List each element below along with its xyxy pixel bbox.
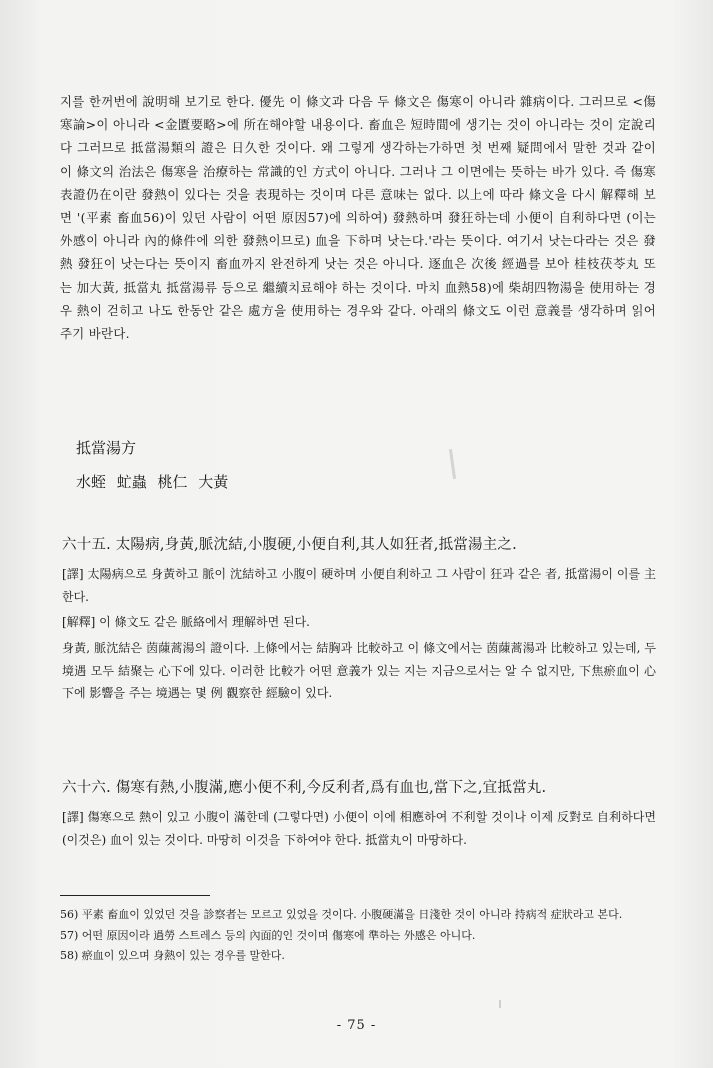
scan-smudge — [499, 1000, 501, 1008]
footnote-57: 57) 어떤 原因이라 過勞 스트레스 등의 內面的인 것이며 傷寒에 準하는 外感은 아니다. — [60, 928, 476, 942]
classical-entry-65: 六十五. 太陽病,身黃,脈沈結,小腹硬,小便自利,其人如狂者,抵當湯主之. — [62, 537, 517, 553]
translation-66: [譯] 傷寒으로 熱이 있고 小腹이 滿한데 (그렇다면) 小便이 이에 相應하여 不利할 것이나 이제 反對로 自利하다면 (이것은) 血이 있는 것이다. 마땅히 이것을 下하여야 한다. 抵當丸이 마땅하다. — [62, 810, 656, 847]
footnote-56: 56) 平素 畜血이 있었던 것을 診察者는 모르고 있었을 것이다. 小腹硬滿을 日淺한 것이 아니라 持病적 症狀라고 본다. — [60, 908, 623, 921]
footnote-divider — [60, 895, 210, 896]
translation-65: [譯] 太陽病으로 身黃하고 脈이 沈結하고 小腹이 硬하며 小便自利하고 그 사람이 狂과 같은 者, 抵當湯이 이를 主한다. — [62, 567, 656, 604]
formula-herbs: 水蛭 虻蟲 桃仁 大黃 — [76, 473, 229, 491]
scan-smudge — [449, 449, 456, 479]
main-paragraph: 지를 한꺼번에 說明해 보기로 한다. 優先 이 條文과 다음 두 條文은 傷寒이 아니라 雜病이다. 그러므로 <傷寒論>이 아니라 <金匱要略>에 所在해야할 내용이다. 畜血은 短時間에 생기는 것이 아니라는 것이 定說리다 그러므로 抵當湯類의 證은 日久한 것이다. 왜 그렇게 생각하는가하면 첫 번째 疑問에서 말한 것과 같이 이 條文의 治法은 傷寒을 治療하는 常識的인 方式이 아니다. 그러나 그 이면에는 뜻하는 바가 있다. 즉 傷寒表證仍在이란 發熱이 있다는 것을 表現하는 것이며 다른 意味는 없다. 以上에 따라 條文을 다시 解釋해 보면 '(平素 畜血56)이 있던 사람이 어떤 原因57)에 의하여) 發熱하며 發狂하는데 小便이 自利하다면 (이는 外感이 아니라 內的條件에 의한 發熱이므로) 血을 下하며 낫는다.'라는 뜻이다. 여기서 낫는다라는 것은 發熱 發狂이 낫는다는 뜻이지 畜血까지 완전하게 낫는 것은 아니다. 逐血은 次後 經過를 보아 桂枝茯苓丸 또는 加大黃, 抵當丸 抵當湯류 등으로 繼續치료해야 하는 것이다. 마치 血熱58)에 柴胡四物湯을 使用하는 경우 熱이 걷히고 나도 한동안 같은 處方을 使用하는 경우와 같다. 아래의 條文도 이런 意義를 생각하며 읽어주기 바란다. — [60, 94, 656, 342]
formula-title: 抵當湯方 — [76, 439, 137, 457]
explanation-heading-65: [解釋] 이 條文도 같은 脈絡에서 理解하면 된다. — [62, 615, 310, 629]
footnote-58: 58) 瘀血이 있으며 身熱이 있는 경우를 말한다. — [60, 949, 285, 962]
explanation-body-65: 身黃, 脈沈結은 茵蔯蒿湯의 證이다. 上條에서는 結胸과 比較하고 이 條文에서는 茵蔯蒿湯과 比較하고 있는데, 두 境遇 모두 結聚는 心下에 있다. 이러한 比較가 어떤 意義가 있는 지는 지금으로서는 알 수 없지만, 下焦瘀血이 心下에 影響을 주는 境遇는 몇 例 觀察한 經驗이 있다. — [62, 641, 656, 701]
footnotes — [60, 905, 660, 967]
classical-entry-66: 六十六. 傷寒有熱,小腹滿,應小便不利,今反利者,爲有血也,當下之,宜抵當丸. — [62, 780, 547, 796]
page-number: - 75 - — [336, 1018, 377, 1033]
